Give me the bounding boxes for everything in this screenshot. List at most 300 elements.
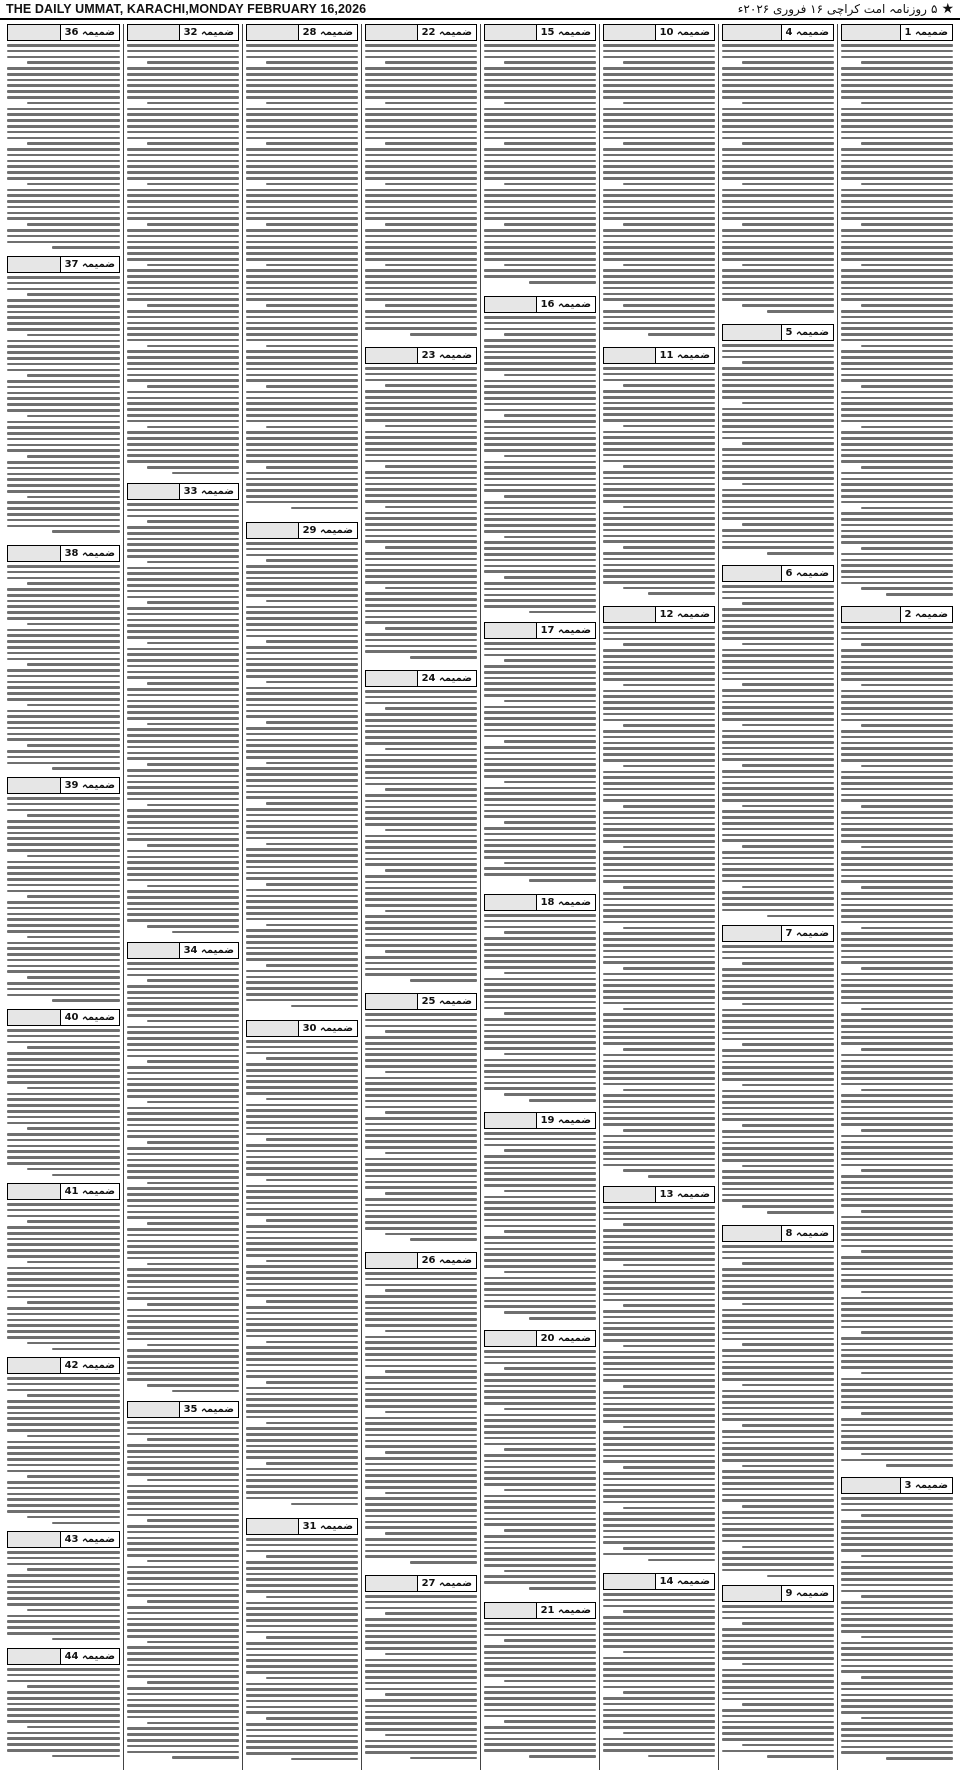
text-line: [648, 333, 715, 336]
ad-category-box: [485, 895, 536, 910]
text-line: [841, 1354, 953, 1357]
text-line: [484, 1425, 596, 1428]
text-line: [385, 102, 477, 105]
text-line: [7, 131, 120, 134]
text-line: [7, 715, 120, 718]
text-line: [127, 555, 239, 558]
text-line: [603, 736, 715, 739]
text-line: [722, 1651, 834, 1654]
text-line: [365, 1705, 477, 1708]
text-line: [841, 1071, 953, 1074]
ad-body-text: [484, 1621, 596, 1759]
text-line: [127, 532, 239, 535]
text-line: [484, 752, 596, 755]
text-line: [246, 137, 358, 140]
text-line: [127, 1095, 239, 1098]
text-line: [841, 1459, 953, 1462]
text-line: [603, 564, 715, 567]
text-line: [7, 1255, 120, 1258]
text-line: [603, 419, 715, 422]
text-line: [841, 113, 953, 116]
text-line: [484, 1282, 596, 1285]
text-line: [603, 909, 715, 912]
text-line: [484, 648, 596, 651]
text-line: [365, 1538, 477, 1541]
text-line: [603, 1484, 715, 1487]
text-line: [127, 543, 239, 546]
text-line: [722, 701, 834, 704]
text-line: [7, 137, 120, 140]
text-line: [127, 217, 239, 220]
text-line: [365, 252, 477, 255]
text-line: [722, 1355, 834, 1358]
text-line: [504, 223, 596, 226]
text-line: [365, 968, 477, 971]
ad-header: [7, 1183, 120, 1200]
text-line: [246, 837, 358, 840]
text-line: [841, 1135, 953, 1138]
text-line: [246, 1346, 358, 1349]
text-line: [603, 310, 715, 313]
text-line: [841, 189, 953, 192]
text-line: [7, 50, 120, 53]
text-line: [722, 506, 834, 509]
text-line: [841, 880, 953, 883]
text-line: [742, 1205, 834, 1208]
text-line: [603, 690, 715, 693]
text-line: [127, 1130, 239, 1133]
text-line: [266, 883, 358, 886]
text-line: [603, 79, 715, 82]
ad-number: ضمیمہ 9: [781, 1586, 833, 1601]
ad-number: ضمیمہ 39: [60, 778, 119, 793]
text-line: [127, 1699, 239, 1702]
text-line: [7, 200, 120, 203]
text-line: [246, 217, 358, 220]
text-line: [127, 1664, 239, 1667]
text-line: [365, 373, 477, 376]
text-line: [722, 1199, 834, 1202]
text-line: [484, 949, 596, 952]
text-line: [7, 316, 120, 319]
text-line: [861, 547, 953, 550]
text-line: [603, 1270, 715, 1273]
ad-body-text: [7, 1202, 120, 1351]
text-line: [742, 962, 834, 965]
text-line: [841, 269, 953, 272]
text-line: [127, 119, 239, 122]
text-line: [127, 705, 239, 708]
text-line: [365, 1215, 477, 1218]
text-line: [742, 805, 834, 808]
text-line: [365, 367, 477, 370]
text-line: [127, 1745, 239, 1748]
text-line: [365, 1550, 477, 1553]
text-line: [742, 442, 834, 445]
text-line: [484, 706, 596, 709]
text-line: [484, 559, 596, 562]
text-line: [603, 322, 715, 325]
text-line: [365, 846, 477, 849]
text-line: [246, 582, 358, 585]
text-line: [385, 223, 477, 226]
text-line: [246, 698, 358, 701]
text-line: [504, 1639, 596, 1642]
text-line: [365, 1353, 477, 1356]
text-line: [365, 1129, 477, 1132]
text-line: [722, 1657, 834, 1660]
text-line: [365, 777, 477, 780]
text-line: [127, 1433, 239, 1436]
text-line: [385, 950, 477, 953]
text-line: [365, 754, 477, 757]
text-line: [246, 548, 358, 551]
classified-ad-15: [484, 24, 596, 293]
text-line: [722, 108, 834, 111]
text-line: [147, 345, 239, 348]
text-line: [246, 981, 358, 984]
text-line: [886, 1464, 953, 1467]
text-line: [722, 649, 834, 652]
ad-category-box: [485, 25, 536, 40]
text-line: [365, 1740, 477, 1743]
text-line: [861, 345, 953, 348]
text-line: [504, 1367, 596, 1370]
text-line: [172, 931, 239, 934]
text-line: [127, 734, 239, 737]
text-line: [7, 276, 120, 279]
text-line: [504, 1190, 596, 1193]
ad-header: [7, 1531, 120, 1548]
text-line: [861, 1514, 953, 1517]
text-line: [861, 507, 953, 510]
text-line: [603, 512, 715, 515]
text-line: [127, 590, 239, 593]
text-line: [484, 926, 596, 929]
text-line: [722, 200, 834, 203]
text-line: [365, 806, 477, 809]
text-line: [7, 1603, 120, 1606]
text-line: [127, 1280, 239, 1283]
text-line: [861, 304, 953, 307]
text-line: [504, 142, 596, 145]
text-line: [127, 1008, 239, 1011]
text-line: [861, 1555, 953, 1558]
text-line: [127, 1164, 239, 1167]
ad-header: [7, 1648, 120, 1665]
text-line: [365, 1434, 477, 1437]
ad-header: [722, 24, 834, 41]
ad-category-box: [604, 25, 655, 40]
ad-header: [484, 1602, 596, 1619]
text-line: [365, 419, 477, 422]
text-line: [484, 804, 596, 807]
text-line: [365, 67, 477, 70]
text-line: [841, 1193, 953, 1196]
text-line: [266, 61, 358, 64]
text-line: [246, 952, 358, 955]
text-line: [722, 1251, 834, 1254]
text-line: [7, 640, 120, 643]
text-line: [841, 973, 953, 976]
text-line: [365, 448, 477, 451]
text-line: [385, 587, 477, 590]
text-line: [484, 1213, 596, 1216]
text-line: [841, 431, 953, 434]
text-line: [484, 1622, 596, 1625]
text-line: [127, 526, 239, 529]
text-line: [484, 995, 596, 998]
text-line: [365, 177, 477, 180]
text-line: [623, 967, 715, 970]
text-line: [127, 1739, 239, 1742]
text-line: [147, 61, 239, 64]
ad-number: ضمیمہ 24: [417, 671, 476, 686]
text-line: [484, 1541, 596, 1544]
ad-number: ضمیمہ 14: [655, 1574, 714, 1589]
text-line: [246, 177, 358, 180]
text-line: [246, 206, 358, 209]
text-line: [365, 131, 477, 134]
text-line: [722, 1511, 834, 1514]
ad-number: ضمیمہ 22: [417, 25, 476, 40]
text-line: [722, 1698, 834, 1701]
text-line: [147, 264, 239, 267]
text-line: [365, 1198, 477, 1201]
text-line: [7, 501, 120, 504]
text-line: [246, 1665, 358, 1668]
text-line: [7, 1139, 120, 1142]
text-line: [7, 762, 120, 765]
text-line: [365, 171, 477, 174]
text-line: [623, 1304, 715, 1307]
text-line: [127, 350, 239, 353]
text-line: [603, 177, 715, 180]
text-line: [484, 351, 596, 354]
text-line: [841, 1187, 953, 1190]
text-line: [484, 125, 596, 128]
text-line: [841, 275, 953, 278]
text-line: [52, 1755, 120, 1758]
text-line: [484, 1390, 596, 1393]
text-line: [603, 823, 715, 826]
text-line: [7, 982, 120, 985]
ad-category-box: [485, 1603, 536, 1618]
text-line: [603, 701, 715, 704]
text-line: [841, 108, 953, 111]
text-line: [7, 241, 120, 244]
text-line: [861, 1453, 953, 1456]
text-line: [365, 1318, 477, 1321]
text-line: [7, 1150, 120, 1153]
text-line: [861, 587, 953, 590]
text-line: [291, 1758, 358, 1761]
text-line: [27, 374, 120, 377]
text-line: [841, 638, 953, 641]
ad-number: ضمیمہ 43: [60, 1532, 119, 1547]
text-line: [7, 299, 120, 302]
text-line: [841, 1025, 953, 1028]
text-line: [7, 1737, 120, 1740]
text-line: [246, 1375, 358, 1378]
text-line: [7, 1557, 120, 1560]
text-line: [365, 1301, 477, 1304]
text-line: [742, 1505, 834, 1508]
text-line: [841, 362, 953, 365]
text-line: [603, 1077, 715, 1080]
text-line: [7, 1493, 120, 1496]
text-line: [266, 762, 358, 765]
text-line: [246, 1567, 358, 1570]
classified-ad-12: [603, 606, 715, 1183]
text-line: [603, 1489, 715, 1492]
text-line: [7, 438, 120, 441]
text-line: [7, 217, 120, 220]
text-line: [603, 632, 715, 635]
text-line: [246, 1231, 358, 1234]
text-line: [484, 420, 596, 423]
text-line: [7, 698, 120, 701]
text-line: [722, 712, 834, 715]
text-line: [623, 1264, 715, 1267]
text-line: [246, 316, 358, 319]
ad-header: [7, 1357, 120, 1374]
ad-body-text: [127, 1420, 239, 1760]
text-line: [147, 1384, 239, 1387]
text-line: [246, 1427, 358, 1430]
text-line: [504, 700, 596, 703]
text-line: [722, 1366, 834, 1369]
text-line: [127, 1531, 239, 1534]
text-line: [127, 1716, 239, 1719]
text-line: [365, 1497, 477, 1500]
text-line: [365, 1082, 477, 1085]
text-line: [722, 408, 834, 411]
text-line: [127, 206, 239, 209]
text-line: [722, 1569, 834, 1572]
text-line: [484, 362, 596, 365]
text-line: [722, 747, 834, 750]
text-line: [127, 327, 239, 330]
ad-header: [841, 606, 953, 623]
text-line: [127, 374, 239, 377]
ad-header: [722, 925, 834, 942]
text-line: [484, 1477, 596, 1480]
text-line: [246, 1248, 358, 1251]
text-line: [484, 461, 596, 464]
text-line: [484, 1300, 596, 1303]
text-line: [127, 798, 239, 801]
text-line: [127, 962, 239, 965]
text-line: [246, 131, 358, 134]
text-line: [246, 472, 358, 475]
ad-header: [484, 1112, 596, 1129]
text-line: [484, 194, 596, 197]
text-line: [841, 1112, 953, 1115]
text-line: [841, 206, 953, 209]
text-line: [27, 1342, 120, 1345]
text-line: [7, 1383, 120, 1386]
text-line: [246, 906, 358, 909]
text-line: [722, 517, 834, 520]
text-line: [147, 304, 239, 307]
text-line: [7, 113, 120, 116]
text-line: [7, 797, 120, 800]
text-line: [722, 73, 834, 76]
text-line: [7, 721, 120, 724]
ad-number: ضمیمہ 5: [781, 325, 833, 340]
text-line: [266, 681, 358, 684]
text-line: [127, 752, 239, 755]
text-line: [603, 90, 715, 93]
text-line: [246, 1237, 358, 1240]
text-line: [27, 936, 120, 939]
text-line: [484, 1184, 596, 1187]
text-line: [722, 787, 834, 790]
text-line: [246, 779, 358, 782]
text-line: [365, 944, 477, 947]
text-line: [484, 711, 596, 714]
text-line: [484, 1414, 596, 1417]
text-line: [623, 1691, 715, 1694]
text-line: [484, 391, 596, 394]
text-line: [841, 1618, 953, 1621]
text-line: [603, 1605, 715, 1608]
text-line: [623, 1732, 715, 1735]
text-line: [484, 1523, 596, 1526]
text-line: [127, 1292, 239, 1295]
text-line: [504, 781, 596, 784]
ad-category-box: [723, 25, 781, 40]
text-line: [7, 820, 120, 823]
text-line: [127, 1594, 239, 1597]
ad-header: [603, 606, 715, 623]
text-line: [603, 396, 715, 399]
text-line: [127, 1421, 239, 1424]
text-line: [722, 384, 834, 387]
text-line: [841, 1042, 953, 1045]
text-line: [603, 863, 715, 866]
text-line: [841, 1549, 953, 1552]
text-line: [127, 567, 239, 570]
text-line: [147, 183, 239, 186]
text-line: [841, 979, 953, 982]
text-line: [246, 478, 358, 481]
text-line: [7, 328, 120, 331]
ad-category-box: [485, 297, 536, 312]
ad-number: ضمیمہ 38: [60, 546, 119, 561]
text-line: [841, 1406, 953, 1409]
text-line: [127, 1361, 239, 1364]
masthead-urdu: [738, 1, 954, 17]
text-line: [365, 1146, 477, 1149]
text-line: [365, 1272, 477, 1275]
text-line: [742, 886, 834, 889]
text-line: [246, 1352, 358, 1355]
text-line: [365, 322, 477, 325]
text-line: [484, 1738, 596, 1741]
text-line: [127, 454, 239, 457]
text-line: [623, 1610, 715, 1613]
text-line: [7, 866, 120, 869]
text-line: [603, 379, 715, 382]
text-line: [841, 96, 953, 99]
text-line: [484, 1259, 596, 1262]
text-line: [742, 1003, 834, 1006]
text-line: [603, 1368, 715, 1371]
text-line: [7, 1597, 120, 1600]
ad-number: ضمیمہ 2: [900, 607, 952, 622]
